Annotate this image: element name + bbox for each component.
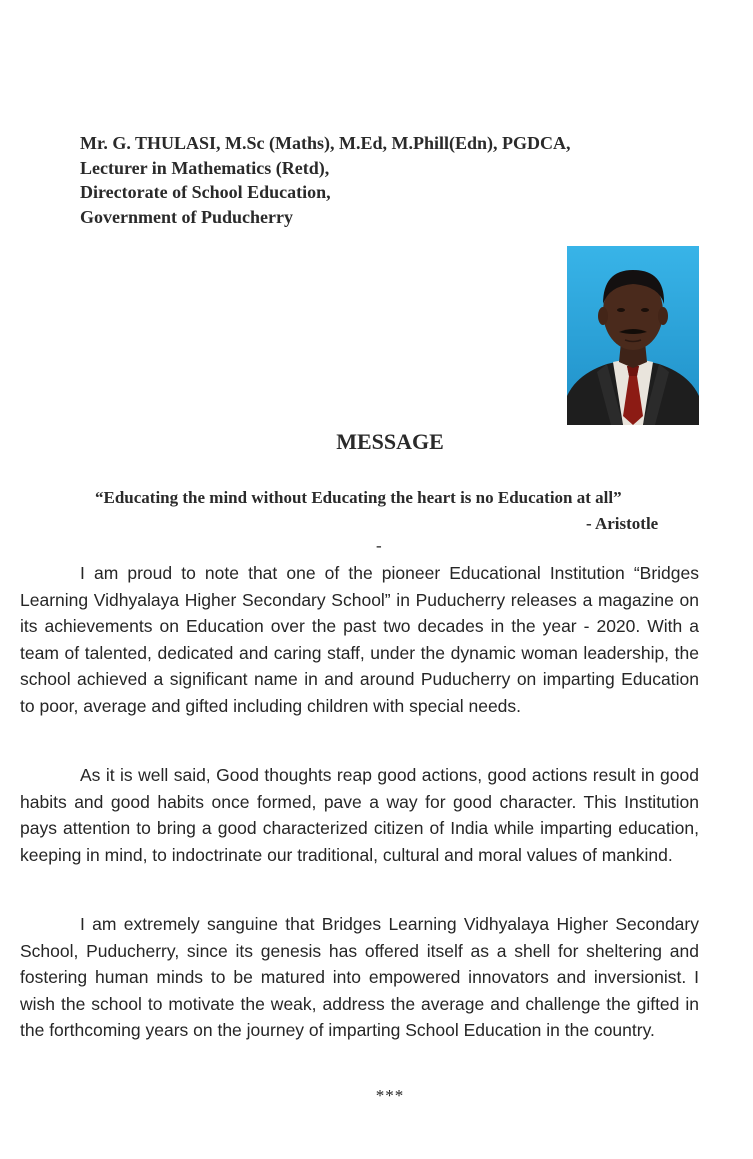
closing-asterisks: *** xyxy=(375,1086,405,1105)
author-government-line: Government of Puducherry xyxy=(80,206,293,227)
author-name-line: Mr. G. THULASI, M.Sc (Maths), M.Ed, M.Phill(Edn), PGDCA, xyxy=(80,133,571,153)
paragraph-1: I am proud to note that one of the pioneer Educational Institution “Bridges Learning Vidhyalaya Higher Secondary School” in Puducherry releases a magazine on its achievements on Education over the past two decades in the year - 2020. With a team of talented, dedicated and caring staff, under the dynamic woman leadership, the school achieved a significant name in and around Puducherry on imparting Education to poor, average and gifted including children with special needs. xyxy=(20,563,699,716)
paragraph-2: As it is well said, Good thoughts reap good actions, good actions result in good habits and good habits once formed, pave a way for good character. This Institution pays attention to bring a good characterized citizen of India while imparting education, keeping in mind, to indoctrinate our traditional, cultural and moral values of mankind. xyxy=(20,765,699,865)
portrait-image xyxy=(567,246,699,425)
author-photo xyxy=(567,246,699,425)
paragraph-3: I am extremely sanguine that Bridges Learning Vidhyalaya Higher Secondary School, Puducherry, since its genesis has offered itself as a shell for sheltering and fostering human minds to be matured into empowered innovators and inversionist. I wish the school to motivate the weak, address the average and challenge the gifted in the forthcoming years on the journey of imparting School Education in the country. xyxy=(20,914,699,1040)
quote-text: “Educating the mind without Educating the heart is no Education at all” xyxy=(95,488,622,507)
author-department-line: Directorate of School Education, xyxy=(80,182,331,202)
quote-attribution: - Aristotle xyxy=(586,514,659,533)
author-block xyxy=(80,131,571,229)
message-title: MESSAGE xyxy=(336,429,444,454)
separator-dash: - xyxy=(376,536,382,555)
author-designation-line: Lecturer in Mathematics (Retd), xyxy=(80,157,330,178)
